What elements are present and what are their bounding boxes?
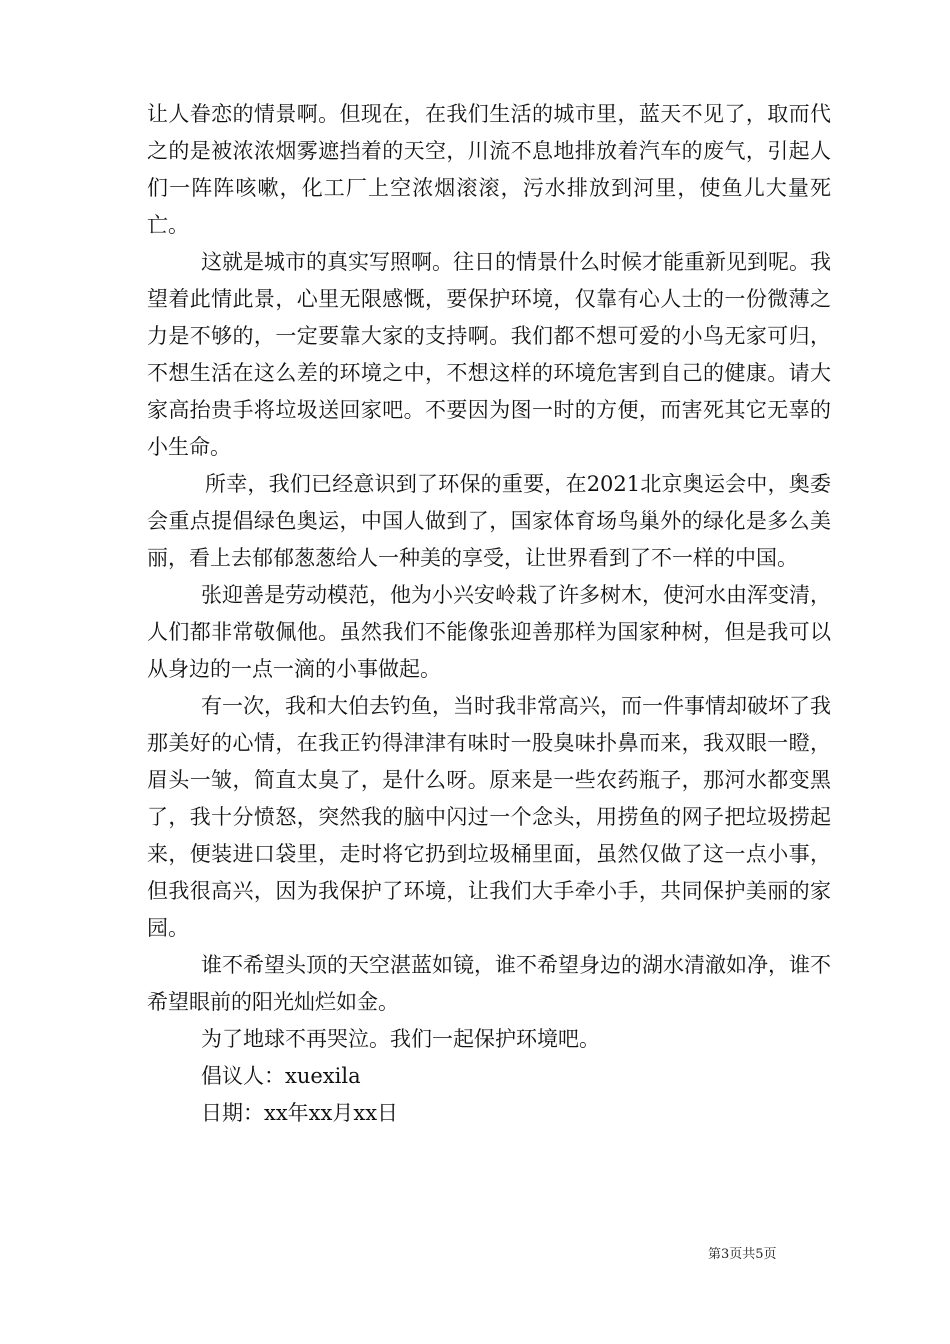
- paragraph-3: 所幸，我们已经意识到了环保的重要，在2021北京奥运会中，奥委会重点提倡绿色奥运，中国人做到了，国家体育场鸟巢外的绿化是多么美丽，看上去郁郁葱葱给人一种美的享受，让世界看到了不一样的中国。: [147, 472, 831, 570]
- paragraph-4: 张迎善是劳动模范，他为小兴安岭栽了许多树木，使河水由浑变清，人们都非常敬佩他。虽然我们不能像张迎善那样为国家种树，但是我可以从身边的一点一滴的小事做起。: [147, 583, 831, 681]
- paragraph-6: 谁不希望头顶的天空湛蓝如镜，谁不希望身边的湖水清澈如净，谁不希望眼前的阳光灿烂如金。: [147, 953, 831, 1014]
- paragraph-7: 为了地球不再哭泣。我们一起保护环境吧。: [201, 1027, 600, 1051]
- initiator-line: 倡议人：xuexila: [201, 1064, 361, 1088]
- document-body: [147, 96, 831, 1132]
- page-number: 第3页共5页: [708, 1247, 777, 1262]
- paragraph-2: 这就是城市的真实写照啊。往日的情景什么时候才能重新见到呢。我望着此情此景，心里无限感慨，要保护环境，仅靠有心人士的一份微薄之力是不够的，一定要靠大家的支持啊。我们都不想可爱的小鸟无家可归，不想生活在这么差的环境之中，不想这样的环境危害到自己的健康。请大家高抬贵手将垃圾送回家吧。不要因为图一时的方便，而害死其它无辜的小生命。: [147, 250, 831, 459]
- paragraph-1: 让人眷恋的情景啊。但现在，在我们生活的城市里，蓝天不见了，取而代之的是被浓浓烟雾遮挡着的天空，川流不息地排放着汽车的废气，引起人们一阵阵咳嗽，化工厂上空浓烟滚滚，污水排放到河里，使鱼儿大量死亡。: [147, 102, 831, 237]
- paragraph-5: 有一次，我和大伯去钓鱼，当时我非常高兴，而一件事情却破坏了我那美好的心情，在我正钓得津津有味时一股臭味扑鼻而来，我双眼一瞪，眉头一皱，简直太臭了，是什么呀。原来是一些农药瓶子，那河水都变黑了，我十分愤怒，突然我的脑中闪过一个念头，用捞鱼的网子把垃圾捞起来，便装进口袋里，走时将它扔到垃圾桶里面，虽然仅做了这一点小事，但我很高兴，因为我保护了环境，让我们大手牵小手，共同保护美丽的家园。: [147, 694, 831, 940]
- date-line: 日期：xx年xx月xx日: [201, 1101, 399, 1125]
